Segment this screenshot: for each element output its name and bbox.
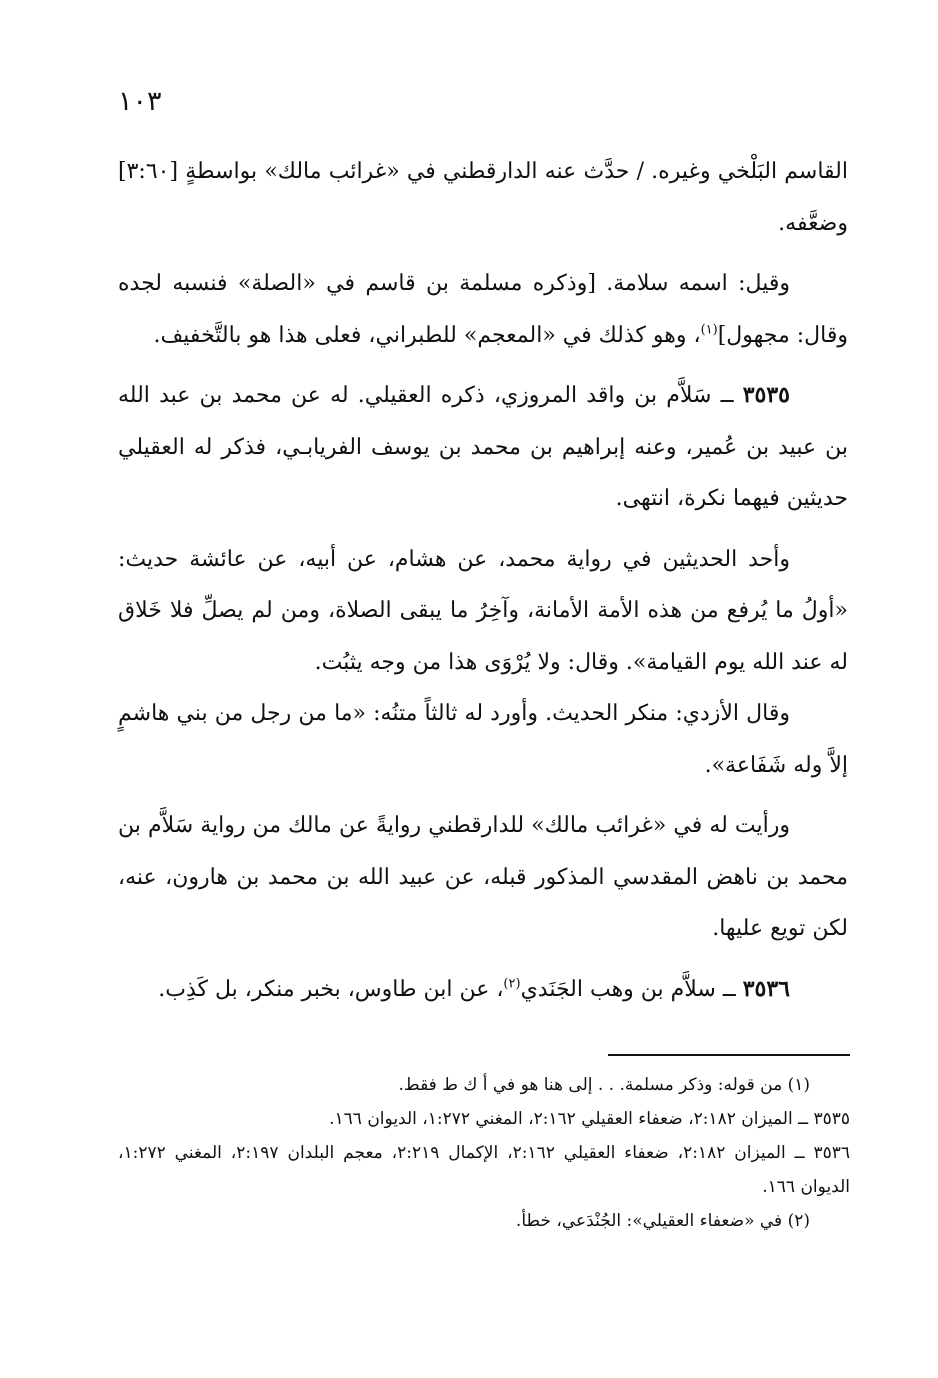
entry-text: ــ سلاَّم بن وهب الجَنَدي (520, 976, 743, 1002)
footnote-ref-2: (٢) (503, 976, 521, 992)
source-3536: ٣٥٣٦ ــ الميزان ٢:١٨٢، ضعفاء العقيلي ٢:١٦٢، الإكمال ٢:٢١٩، معجم البلدان ٢:١٩٧، المغني ١:٢٧٢، الديوان ١٦٦. (118, 1143, 850, 1197)
footnote-2: (٢) في «ضعفاء العقيلي»: الجُنْدَعي، خطأ. (515, 1211, 810, 1231)
paragraph-hadith: وأحد الحديثين في رواية محمد، عن هشام، عن أبيه، عن عائشة حديث: «أولُ ما يُرفع من هذه الأمة الأمانة، وآخِرُ ما يبقى الصلاة، ومن لم يصلِّ فلا خَلاق له عند الله يوم القيامة». وقال: ولا يُرْوَى هذا من وجه يثبُت. (118, 546, 848, 675)
page-number: ١٠٣ (118, 86, 162, 117)
paragraph-text: ، وهو كذلك في «المعجم» للطبراني، فعلى هذا هو بالتَّخفيف. (153, 322, 701, 348)
footnote-1: (١) من قوله: وذكر مسلمة. . . إلى هنا هو في أ ك ط فقط. (398, 1075, 810, 1095)
entry-3535 (118, 370, 848, 525)
paragraph-salama-note (118, 258, 848, 361)
paragraph-continuation: القاسم البَلْخي وغيره. / حدَّث عنه الدارقطني في «غرائب مالك» بواسطةٍ [٣:٦٠] وضعَّفه. (118, 159, 848, 236)
footnote-ref-1: (١) (700, 322, 718, 338)
entry-number: ٣٥٣٦ (742, 975, 790, 1002)
paragraph-text: وقيل: اسمه سلامة. [وذكره مسلمة بن قاسم في «الصلة» فنسبه لجده وقال: مجهول] (118, 271, 848, 348)
entry-number: ٣٥٣٥ (742, 382, 790, 408)
entry-text: ــ سَلاَّم بن واقد المروزي، ذكره العقيلي. له عن محمد بن عبد الله بن عبيد بن عُمير، وعنه إبراهيم بن محمد بن يوسف الفريابـي، فذكر له العقيلي حديثين فيهما نكرة، انتهى. (118, 383, 848, 511)
footnote-separator (608, 1054, 850, 1056)
paragraph-gharaib: ورأيت له في «غرائب مالك» للدارقطني روايةً عن مالك من رواية سَلاَّم بن محمد بن ناهض المقدسي المذكور قبله، عن عبيد الله بن محمد بن هارون، عنه، لكن تويع عليها. (118, 813, 848, 941)
main-text (118, 146, 848, 1015)
footnotes (118, 1068, 850, 1238)
entry-text: ، عن ابن طاوس، بخبر منكر، بل كَذِب. (158, 976, 504, 1002)
source-3535: ٣٥٣٥ ــ الميزان ٢:١٨٢، ضعفاء العقيلي ٢:١٦٢، المغني ١:٢٧٢، الديوان ١٦٦. (329, 1109, 850, 1129)
entry-3536 (118, 964, 848, 1016)
paragraph-azdi: وقال الأزدي: منكر الحديث. وأورد له ثالثاً متنُه: «ما من رجل من بني هاشمٍ إلاَّ وله شَفَاعة». (118, 701, 848, 778)
